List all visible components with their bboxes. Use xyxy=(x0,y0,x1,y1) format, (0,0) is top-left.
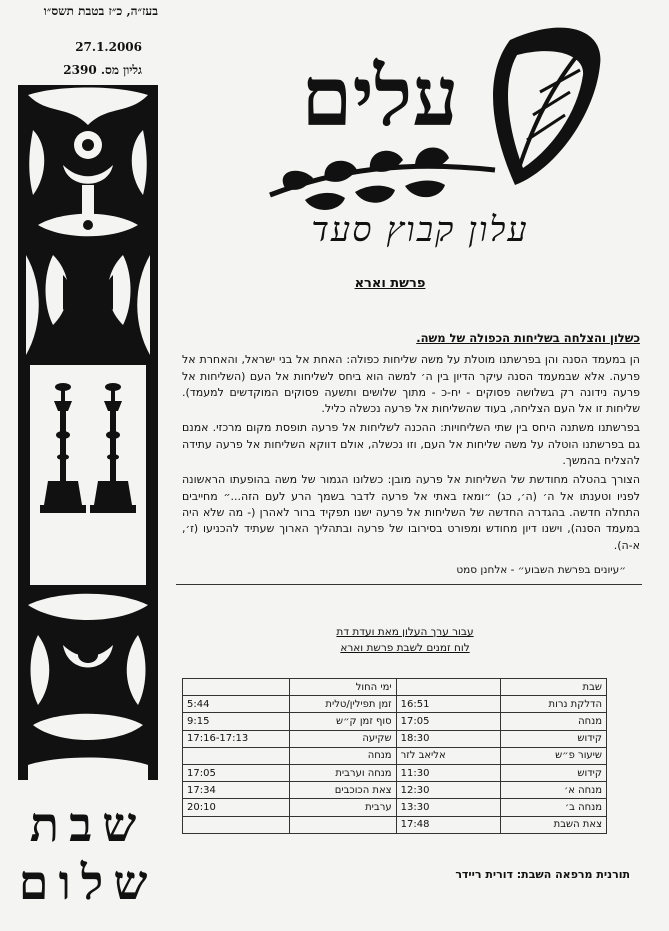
zmanim-row xyxy=(183,696,607,713)
zmanim-heading-line2: לוח זמנים לשבת פרשת וארא xyxy=(340,642,470,654)
zmanim-label-cell xyxy=(289,816,396,833)
zmanim-label-cell: סוף זמן ק״ש xyxy=(289,713,396,730)
zmanim-table xyxy=(182,678,607,834)
zmanim-row xyxy=(183,730,607,747)
zmanim-time-cell: 13:30 xyxy=(396,799,501,816)
floral-pattern-illustration xyxy=(18,85,158,780)
article-source: ״עיונים בפרשת השבוע״ - אלחנן סמט xyxy=(456,563,626,576)
zmanim-time-cell: 12:30 xyxy=(396,782,501,799)
article xyxy=(182,330,640,578)
decorative-border-panel xyxy=(18,85,158,780)
zmanim-time-cell: 17:16-17:13 xyxy=(183,730,290,747)
zmanim-label-cell: שיעור פ״ש xyxy=(501,747,607,764)
zmanim-label-cell: קידוש xyxy=(501,764,607,781)
zmanim-time-cell: 9:15 xyxy=(183,713,290,730)
zmanim-label-cell: קידוש xyxy=(501,730,607,747)
article-paragraph: בפרשתנו משתנה היחס בין שתי השליחויות: ההכנה לשליחות אל פרעה תופסת מקום מרכזי. אמנם גם בפרשתנו הוטלה על משה שליחות אל העם, וזו נכשלה, אולם דווקא השליחות אל פרעה עתידה להצליח בהמשך. xyxy=(182,421,640,468)
clinic-duty-note: תורנית מרפאה השבת: דורית ריידר xyxy=(455,868,630,881)
zmanim-label-cell: מנחה וערבית xyxy=(289,764,396,781)
masthead-subtitle: עלון קבוץ סעד xyxy=(311,210,529,250)
zmanim-time-cell xyxy=(183,816,290,833)
shabbat-shalom-title xyxy=(14,796,162,921)
zmanim-time-cell: 17:05 xyxy=(183,764,290,781)
zmanim-label-cell: מנחה א׳ xyxy=(501,782,607,799)
zmanim-label-cell: ימי החול xyxy=(289,679,396,696)
zmanim-label-cell: הדלקת נרות xyxy=(501,696,607,713)
zmanim-label-cell: צאת הכוכבים xyxy=(289,782,396,799)
zmanim-row xyxy=(183,713,607,730)
date-hebrew: בעז״ה, כ״ז בטבת תשס״ו xyxy=(43,4,158,18)
article-paragraph: הן במעמד הסנה והן בפרשתנו מוטלת על משה שליחות כפולה: האחת אל בני ישראל, והאחרת אל פרעה. אלא שבמעמד הסנה עיקר הדיון בין ה׳ למשה הוא ביחס לשליחות אל העם (השליחות אל פרעה נידונה רק בשלושה פסוקים - יח-כ - מתוך שלושים ותשעה פסוקים המוקדשים למעמד). שליחות זו אל העם הצליחה, בעוד שהשליחות אל פרעה נכשלה כליל. xyxy=(182,353,640,416)
parasha-title: פרשת וארא xyxy=(354,276,426,291)
issue-number: גליון מס. 2390 xyxy=(63,63,142,77)
zmanim-label-cell: ערבית xyxy=(289,799,396,816)
zmanim-label-cell: זמן תפילין/טלית xyxy=(289,696,396,713)
zmanim-time-cell: 5:44 xyxy=(183,696,290,713)
article-paragraph: הצורך בהטלה מחודשת של השליחות אל פרעה מובן: כשלונו הגמור של משה בהופעתו הראשונה לפניו וטענתו אל ה׳ (ה׳, כג) ״ומאז באתי אל פרעה לדבר בשמך הרע לעם הזה...״ מחייבים התחלה חדשה. בהגדרה החדשה של השליחות אל פרעה ישנו תפקיד ברור לאהרן (- מה שלא היה במעמד הסנה), וישנו דיון מחודש ומפורט בסירובו של פרעה ובתהליך הארוך שעתיד להכניעו (ז׳, א-ה). xyxy=(182,473,640,552)
zmanim-label-cell: שבת xyxy=(501,679,607,696)
leaf-branch-icon xyxy=(265,20,610,215)
shabbat-word: שבת xyxy=(29,797,147,853)
zmanim-time-cell: 16:51 xyxy=(396,696,501,713)
zmanim-time-cell: 18:30 xyxy=(396,730,501,747)
zmanim-heading-line1: עבור ערך העלון מאת ועדת דת xyxy=(336,626,474,638)
logo-text: עלים xyxy=(301,49,459,145)
zmanim-time-cell xyxy=(396,679,501,696)
zmanim-row xyxy=(183,679,607,696)
zmanim-time-cell xyxy=(183,679,290,696)
zmanim-heading xyxy=(250,624,560,656)
zmanim-label-cell: מנחה ב׳ xyxy=(501,799,607,816)
zmanim-row xyxy=(183,816,607,833)
zmanim-time-cell: 17:05 xyxy=(396,713,501,730)
zmanim-time-cell: 20:10 xyxy=(183,799,290,816)
zmanim-label-cell: צאת השבת xyxy=(501,816,607,833)
zmanim-row xyxy=(183,747,607,764)
zmanim-row xyxy=(183,782,607,799)
article-title: כשלון והצלחה בשליחות הכפולה של משה. xyxy=(416,331,640,345)
zmanim-row xyxy=(183,764,607,781)
zmanim-time-cell: 17:34 xyxy=(183,782,290,799)
zmanim-label-cell: מנחה xyxy=(289,747,396,764)
zmanim-row xyxy=(183,799,607,816)
zmanim-label-cell: מנחה xyxy=(501,713,607,730)
zmanim-time-cell xyxy=(183,747,290,764)
zmanim-time-cell: אליאב לזר xyxy=(396,747,501,764)
zmanim-time-cell: 11:30 xyxy=(396,764,501,781)
date-gregorian: 27.1.2006 xyxy=(75,40,142,54)
shalom-word: שלום xyxy=(18,855,158,911)
masthead-logo xyxy=(265,20,610,215)
zmanim-label-cell: שקיעה xyxy=(289,730,396,747)
divider xyxy=(176,584,642,585)
zmanim-time-cell: 17:48 xyxy=(396,816,501,833)
